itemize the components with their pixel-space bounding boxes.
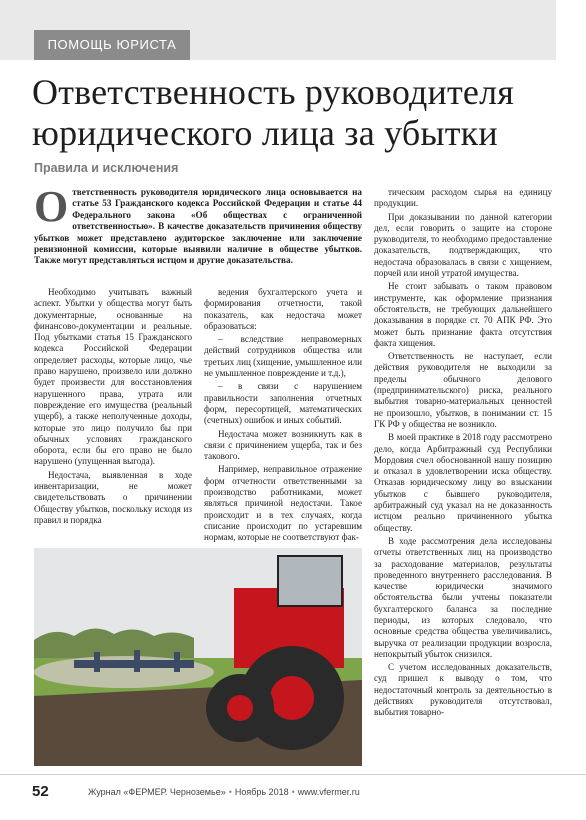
- page-number: 52: [32, 783, 49, 800]
- footer-separator: •: [291, 787, 295, 797]
- paragraph: тическим расходом сырья на единицу продукции.: [374, 187, 552, 209]
- article-lead: [34, 182, 362, 267]
- issue-date: Ноябрь 2018: [234, 787, 289, 797]
- paragraph: С учетом исследованных доказательств, суд пришел к выводу о том, что недостаточный контроль за деятельностью в действиях руководителя отсутствовал, выбытия товарно-: [374, 662, 552, 718]
- journal-name: Журнал «ФЕРМЕР. Черноземье»: [88, 787, 226, 797]
- text-column-2: [204, 287, 362, 544]
- text-column-3: [374, 187, 552, 719]
- front-hub: [227, 695, 253, 721]
- paragraph: ведения бухгалтерского учета и формирования отчетности, такой показатель, как недостача может образоваться:: [204, 287, 362, 331]
- paragraph: Необходимо учитывать важный аспект. Убытки у общества могут быть документарные, основанные на финансово-документации и реальные. Под убытками статья 15 Гражданского кодекса Российской Федерации определяет расходы, которые лицо, чье право нарушено, произвело или должно будет произвести для восстановления нарушенного права, утрата или повреждение его имущества (реальный ущерб), а также неполученные доходы, которые это лицо получило бы при обычных условиях гражданского оборота, если бы его право не было нарушено (упущенная выгода).: [34, 287, 192, 467]
- paragraph: – вследствие неправомерных действий сотрудников общества или третьих лиц (хищение, умышленное или не умышленное повреждение и т.д.),: [204, 334, 362, 379]
- tractor-cab: [278, 556, 342, 606]
- paragraph: Например, неправильное отражение форм отчетности ответственными за производство работниками, может являться причиной недостачи. Такое происходит и в тех случаях, когда списание происходит по устаревшим нормам, которые не соответствуют фак-: [204, 464, 362, 543]
- article-title-line-1: Ответственность руководителя: [32, 72, 515, 112]
- footer-info: [88, 787, 360, 797]
- paragraph: Не стоит забывать о таком правовом инструменте, как оформление признания обстоятельств, не требующих дальнейшего доказывания в порядке ст. 70 АПК РФ. Это может быть признание факта отсутствия факта хищения.: [374, 281, 552, 348]
- article-title-line-2: юридического лица за убытки: [32, 113, 498, 153]
- drop-cap: О: [34, 182, 69, 231]
- paragraph: Ответственность не наступает, если действия руководителя не выходили за пределы обычного делового (предпринимательского) риска, реального выбытия товарно-материальных ценностей не произошло, убытков, в понимании ст. 15 ГК РФ у общества не возникло.: [374, 351, 552, 429]
- section-label: ПОМОЩЬ ЮРИСТА: [34, 30, 190, 60]
- tractor-photo: [34, 548, 362, 766]
- paragraph: При доказывании по данной категории дел, если говорить о защите на стороне руководителя, то необходимо предоставление доказательств, подтверждающих, что недостача образовалась в связи с хищением, порчей или иной утратой имущества.: [374, 211, 552, 279]
- tractor-illustration: [34, 548, 362, 766]
- rear-hub: [270, 676, 314, 720]
- paragraph: В ходе рассмотрения дела исследованы отчеты ответственных лиц на производство за расходование материалов, результаты проведенного внутреннего расследования. В качестве юридически значимого обстоятельства были учтены показатели бухгалтерского баланса за последние периоды, из которых следовало, что основные средства общества увеличивались, выручка от реализации продукции возросла, непокрытый убыток снизился.: [374, 535, 552, 659]
- paragraph: Недостача может возникнуть как в связи с причинением ущерба, так и без такового.: [204, 428, 362, 462]
- footer-separator: •: [228, 787, 232, 797]
- paragraph: – в связи с нарушением правильности заполнения отчетных форм, пересортицей, математических (счетных) ошибок и иных событий.: [204, 381, 362, 426]
- article-title: [32, 72, 562, 154]
- lead-text: тветственность руководителя юридического лица основывается на статье 53 Гражданского кодекса Российской Федерации и статье 44 Федерального закона «Об обществах с ограниченной ответственностью». В качестве доказательств причинения обществу убытков может представлено аудиторское заключение или заключение ревизионной комиссии, которые выявили наличие в обществе убытков. Также могут представляться истцом и другие доказательства.: [34, 187, 362, 266]
- text-column-1: [34, 287, 192, 526]
- article-subtitle: Правила и исключения: [34, 161, 179, 175]
- footer-divider: [0, 774, 586, 775]
- paragraph: В моей практике в 2018 году рассмотрено дело, когда Арбитражный суд Республики Мордовия счел обоснованной нашу позицию и отказал в удовлетворении иска обществу. Отказав юридическому лицу во взыскании убытков с бывшего руководителя, арбитражный суд указал на не доказанность истцом реально причиненного убытка обществу.: [374, 432, 552, 533]
- paragraph: Недостача, выявленная в ходе инвентаризации, не может свидетельствовать о причинении Обществу убытков, поскольку исходя из правил и порядка: [34, 469, 192, 525]
- website-link[interactable]: www.vfermer.ru: [297, 787, 360, 797]
